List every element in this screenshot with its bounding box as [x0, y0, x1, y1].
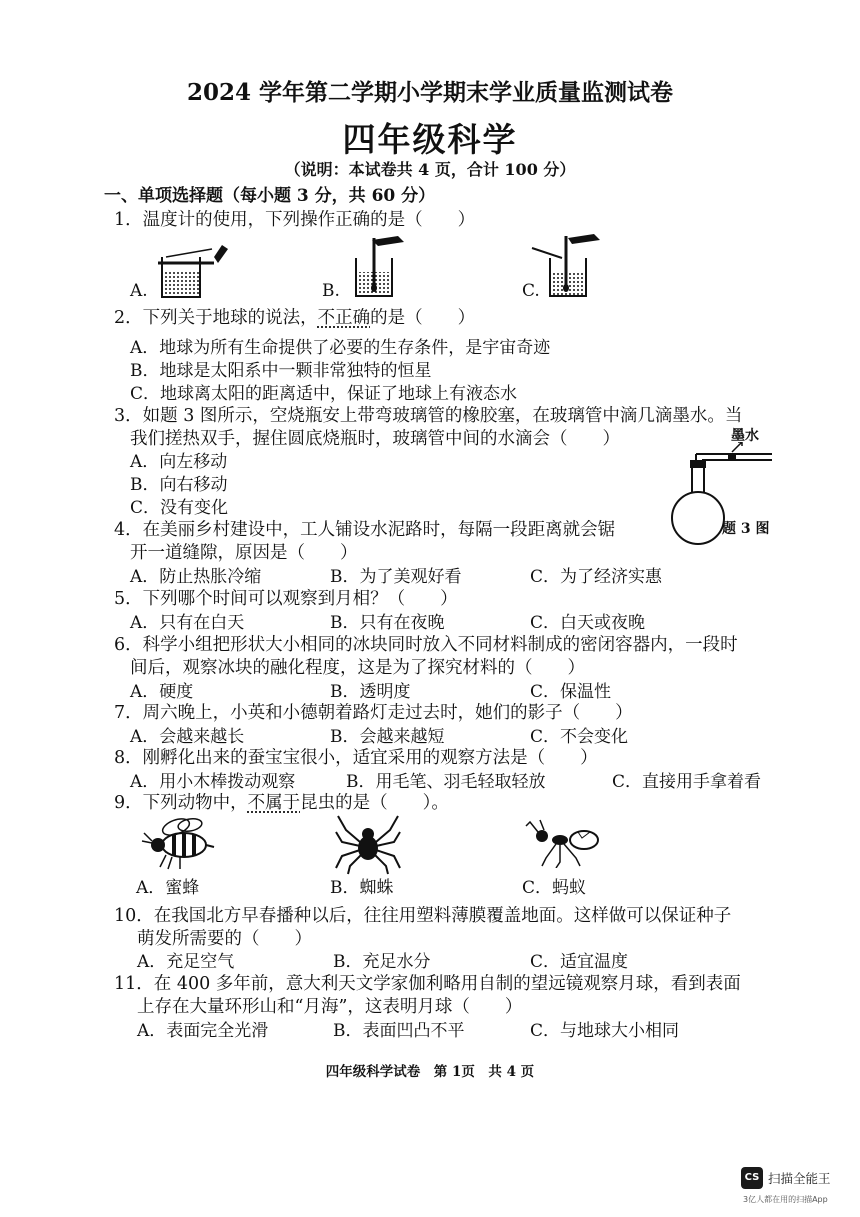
question-7-option-b: B．会越来越短: [330, 727, 445, 747]
section-heading: 一、单项选择题（每小题 3 分，共 60 分）: [104, 186, 436, 206]
question-7-stem: 7．周六晚上，小英和小德朝着路灯走过去时，她们的影子（ ）: [114, 703, 633, 723]
question-8-stem: 8．刚孵化出来的蚕宝宝很小，适宜采用的观察方法是（ ）: [114, 748, 598, 768]
question-5-option-c: C．白天或夜晚: [530, 613, 646, 633]
question-9-stem-a: 9．下列动物中，: [114, 793, 248, 813]
question-8-option-a: A．用小木棒拨动观察: [130, 772, 296, 792]
question-9-option-a: A．蜜蜂: [136, 878, 200, 898]
thermometer-icon: [152, 235, 232, 301]
question-11-option-b: B．表面凹凸不平: [333, 1021, 465, 1041]
question-9-stem-b: 昆虫的是（ ）。: [300, 793, 449, 813]
question-1-option-a: A.: [130, 281, 148, 301]
exam-title: 2024 学年第二学期小学期末学业质量监测试卷: [186, 79, 674, 106]
question-6-line-2: 间后，观察冰块的融化程度，这是为了探究材料的（ ）: [130, 658, 585, 678]
question-9-emphasis: 不属于: [247, 793, 301, 813]
question-6-option-b: B．透明度: [330, 682, 411, 702]
question-11-option-c: C．与地球大小相同: [530, 1021, 680, 1041]
question-7-option-a: A．会越来越长: [130, 727, 245, 747]
question-5-stem: 5．下列哪个时间可以观察到月相？（ ）: [114, 589, 458, 609]
question-5-option-a: A．只有在白天: [130, 613, 245, 633]
bee-icon: [140, 815, 216, 871]
question-2-option-b: B．地球是太阳系中一颗非常独特的恒星: [130, 361, 432, 381]
ant-icon: [524, 818, 604, 868]
question-9-option-c: C．蚂蚁: [522, 878, 587, 898]
question-2-emphasis: 不正确: [317, 308, 371, 328]
question-1-option-c: C.: [522, 281, 540, 301]
question-2-stem-b: 的是（ ）: [370, 308, 476, 328]
question-4-option-a: A．防止热胀冷缩: [130, 567, 262, 587]
thermometer-icon: [342, 230, 422, 300]
exam-note: （说明：本试卷共 4 页，合计 100 分）: [284, 160, 576, 179]
subject-title: 四年级科学: [342, 120, 518, 159]
question-4-option-c: C．为了经济实惠: [530, 567, 663, 587]
question-3-line-1: 3．如题 3 图所示，空烧瓶安上带弯玻璃管的橡胶塞，在玻璃管中滴几滴墨水。当: [114, 406, 743, 426]
question-6-option-c: C．保温性: [530, 682, 612, 702]
scanner-app-tagline: 3亿人都在用的扫描App: [743, 1195, 828, 1204]
question-6-line-1: 6．科学小组把形状大小相同的冰块同时放入不同材料制成的密闭容器内，一段时: [114, 635, 738, 655]
question-2-option-a: A．地球为所有生命提供了必要的生存条件，是宇宙奇迹: [130, 338, 551, 358]
question-6-option-a: A．硬度: [130, 682, 194, 702]
question-11-line-1: 11．在 400 多年前，意大利天文学家伽利略用自制的望远镜观察月球，看到表面: [114, 974, 741, 994]
question-2-option-c: C．地球离太阳的距离适中，保证了地球上有液态水: [130, 384, 518, 404]
question-11-line-2: 上存在大量环形山和“月海”，这表明月球（ ）: [137, 997, 523, 1017]
question-10-option-a: A．充足空气: [137, 952, 235, 972]
question-10-line-2: 萌发所需要的（ ）: [137, 929, 312, 949]
question-2-stem: [114, 304, 475, 329]
question-3-option-c: C．没有变化: [130, 498, 229, 518]
question-4-line-2: 开一道缝隙，原因是（ ）: [130, 543, 358, 563]
question-5-option-b: B．只有在夜晚: [330, 613, 445, 633]
question-1-option-b: B.: [322, 281, 340, 301]
question-4-line-1: 4．在美丽乡村建设中，工人铺设水泥路时，每隔一段距离就会锯: [114, 520, 616, 540]
question-9-option-b: B．蜘蛛: [330, 878, 394, 898]
question-4-option-b: B．为了美观好看: [330, 567, 462, 587]
scanner-app-name: 扫描全能王: [768, 1171, 831, 1186]
question-10-option-b: B．充足水分: [333, 952, 431, 972]
question-10-option-c: C．适宜温度: [530, 952, 629, 972]
question-10-line-1: 10．在我国北方早春播种以后，往往用塑料薄膜覆盖地面。这样做可以保证种子: [114, 906, 732, 926]
question-11-option-a: A．表面完全光滑: [137, 1021, 269, 1041]
figure-3-caption: 题 3 图: [722, 521, 770, 537]
question-3-option-a: A．向左移动: [130, 452, 228, 472]
question-3-option-b: B．向右移动: [130, 475, 228, 495]
question-8-option-b: B．用毛笔、羽毛轻取轻放: [346, 772, 546, 792]
question-1-stem: 1．温度计的使用，下列操作正确的是（ ）: [114, 210, 476, 230]
question-8-option-c: C．直接用手拿着看: [612, 772, 762, 792]
question-2-stem-a: 2．下列关于地球的说法，: [114, 308, 318, 328]
thermometer-icon: [528, 228, 608, 300]
question-9-stem: [114, 789, 449, 814]
spider-icon: [334, 812, 402, 876]
scanner-logo-icon: CS: [741, 1167, 763, 1189]
question-7-option-c: C．不会变化: [530, 727, 629, 747]
question-3-line-2: 我们搓热双手，握住圆底烧瓶时，玻璃管中间的水滴会（ ）: [130, 429, 620, 449]
page-footer: 四年级科学试卷 第 1页 共 4 页: [325, 1064, 535, 1080]
figure-3-ink-label: 墨水: [731, 428, 759, 444]
